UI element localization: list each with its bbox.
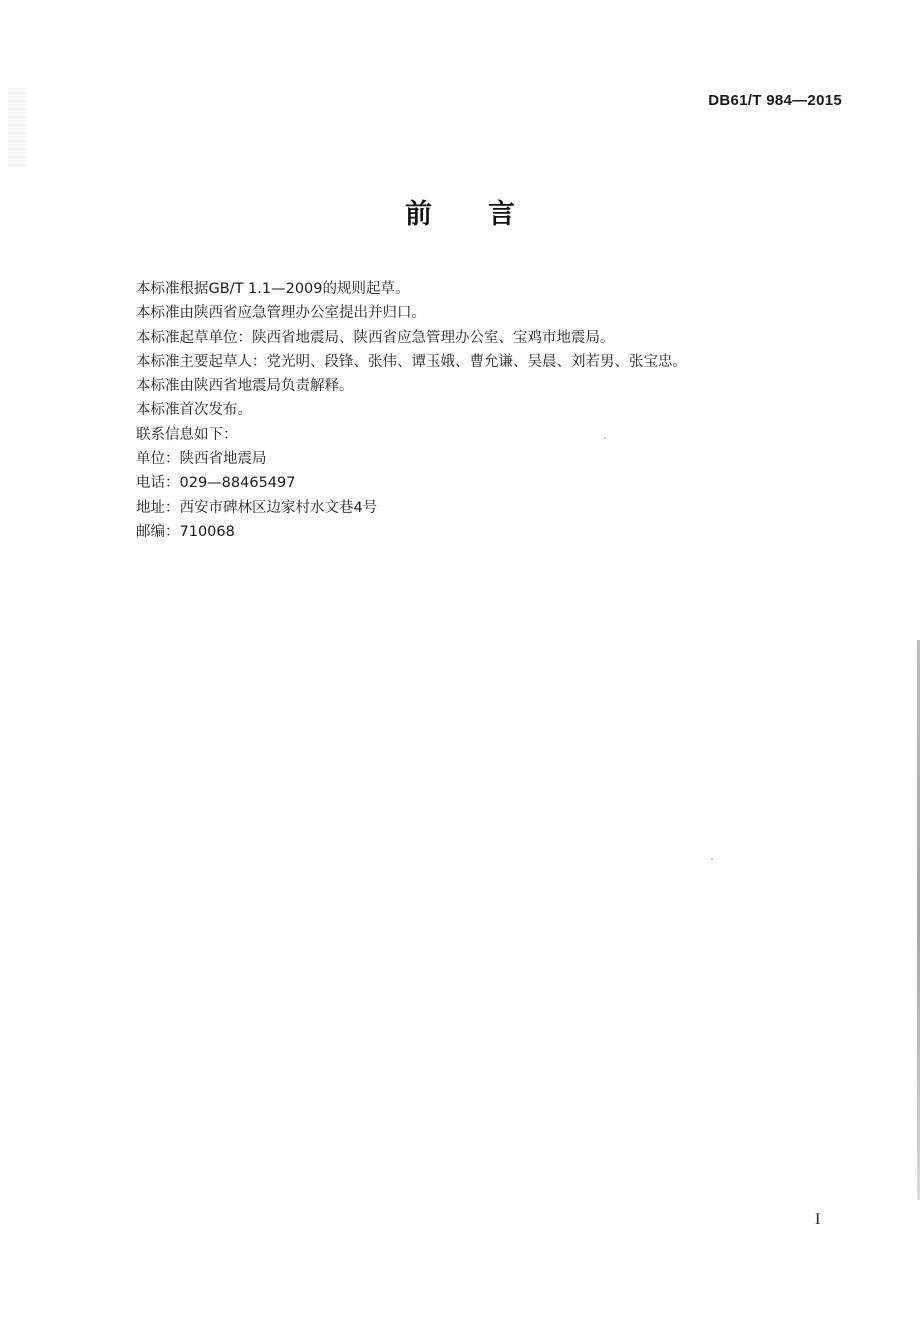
document-code: DB61/T 984—2015: [708, 92, 842, 109]
contact-address: 地址：西安市碑林区边家村水文巷4号: [136, 499, 378, 516]
text-line: 联系信息如下：: [136, 426, 238, 443]
contact-postcode: 邮编：710068: [136, 523, 235, 540]
text-line: 本标准起草单位：陕西省地震局、陕西省应急管理办公室、宝鸡市地震局。: [136, 329, 615, 346]
scan-speck: [711, 858, 713, 860]
page-number: I: [815, 1211, 821, 1228]
text-line: 本标准根据GB/T 1.1—2009的规则起草。: [136, 281, 410, 297]
foreword-body: [136, 277, 836, 544]
text-line: 本标准由陕西省应急管理办公室提出并归口。: [136, 305, 426, 322]
page-title: [0, 192, 920, 231]
scan-artifact-left: [8, 88, 26, 168]
contact-unit: 单位：陕西省地震局: [136, 451, 267, 468]
text-line: 本标准首次发布。: [136, 402, 252, 419]
text-line: 本标准主要起草人：党光明、段锋、张伟、谭玉娥、曹允谦、吴晨、刘若男、张宝忠。: [136, 353, 687, 370]
text-line: 本标准由陕西省地震局负责解释。: [136, 378, 354, 395]
title-char-1: 前: [405, 199, 432, 230]
contact-phone: 电话：029—88465497: [136, 475, 296, 492]
title-char-2: 言: [488, 199, 515, 230]
